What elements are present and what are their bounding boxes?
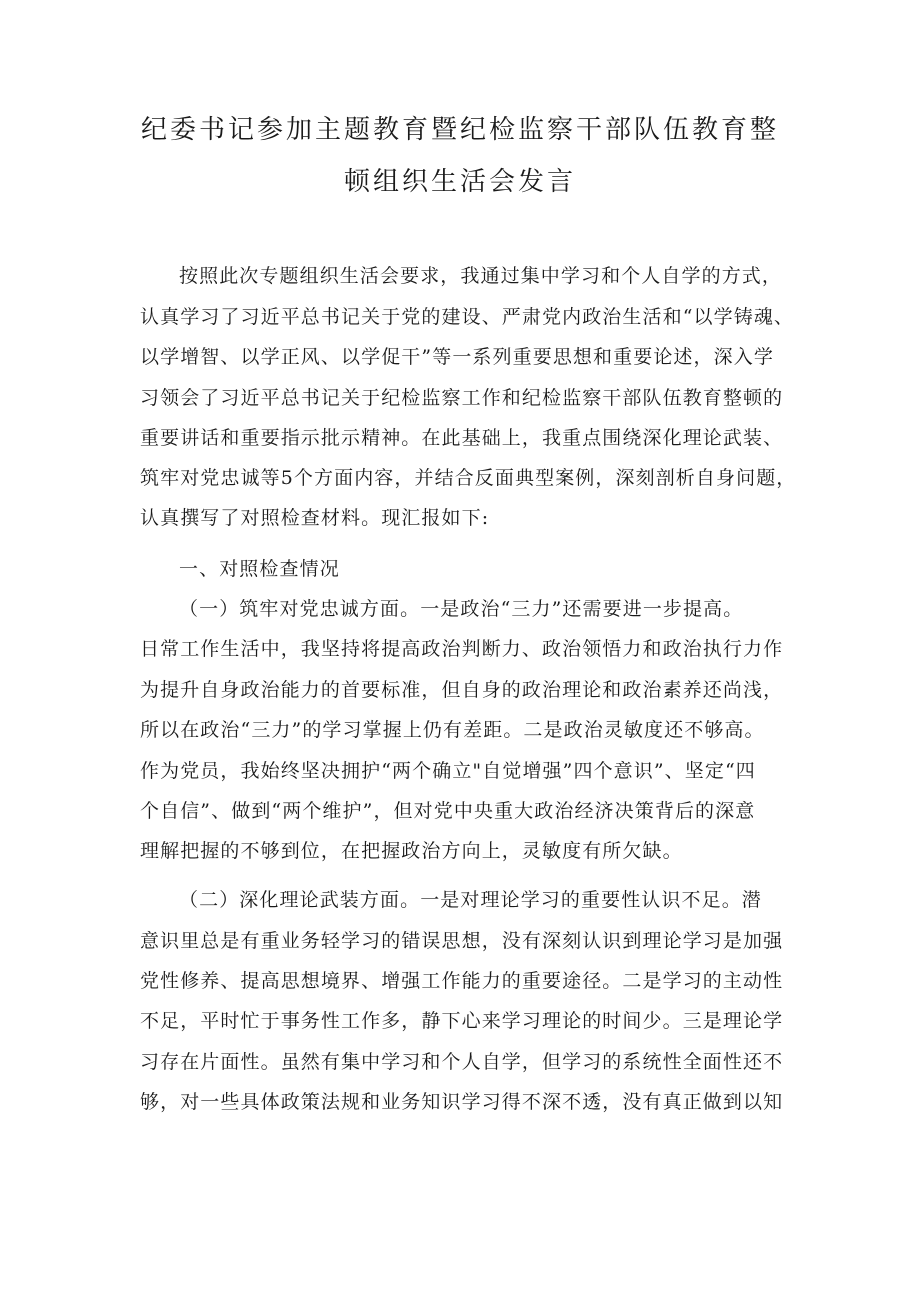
body-line: 作为党员，我始终坚决拥护“两个确立"自觉增强”四个意识”、坚定“四	[140, 760, 756, 782]
body-line: 认真撰写了对照检查材料。现汇报如下:	[140, 507, 490, 529]
body-line: 重要讲话和重要指示批示精神。在此基础上，我重点围绕深化理论武装、	[140, 427, 784, 449]
body-line: （一）筑牢对党忠诚方面。一是政治“三力”还需要进一步提高。	[179, 598, 744, 620]
body-line: 党性修养、提高思想境界、增强工作能力的重要途径。二是学习的主动性	[140, 970, 784, 992]
document-title-line-1: 纪委书记参加主题教育暨纪检监察干部队伍教育整	[140, 115, 779, 145]
body-line: 够，对一些具体政策法规和业务知识学习得不深不透，没有真正做到以知	[140, 1091, 784, 1113]
body-line: 不足，平时忙于事务性工作多，静下心来学习理论的时间少。三是理论学	[140, 1010, 784, 1032]
body-line: 习存在片面性。虽然有集中学习和个人自学，但学习的系统性全面性还不	[140, 1051, 784, 1073]
body-line: 意识里总是有重业务轻学习的错误思想，没有深刻认识到理论学习是加强	[140, 930, 784, 952]
body-line: 习领会了习近平总书记关于纪检监察工作和纪检监察干部队伍教育整顿的	[140, 387, 784, 409]
body-line: 个自信”、做到“两个维护”，但对党中央重大政治经济决策背后的深意	[140, 800, 756, 822]
section-heading: 一、对照检查情况	[179, 558, 340, 580]
body-line: 按照此次专题组织生活会要求，我通过集中学习和个人自学的方式，	[179, 265, 783, 287]
body-line: 理解把握的不够到位，在把握政治方向上，灵敏度有所欠缺。	[140, 840, 683, 862]
body-line: 以学增智、以学正风、以学促干”等一系列重要思想和重要论述，深入学	[140, 346, 774, 368]
body-line: 所以在政治“三力”的学习掌握上仍有差距。二是政治灵敏度还不够高。	[140, 719, 765, 741]
document-title-line-2: 顿组织生活会发言	[343, 167, 576, 197]
body-line: （二）深化理论武装方面。一是对理论学习的重要性认识不足。潜	[179, 889, 762, 911]
body-line: 日常工作生活中，我坚持将提高政治判断力、政治领悟力和政治执行力作	[140, 638, 784, 660]
body-line: 筑牢对党忠诚等5个方面内容，并结合反面典型案例，深刻剖析自身问题，	[140, 467, 797, 489]
body-line: 认真学习了习近平总书记关于党的建设、严肃党内政治生活和“以学铸魂、	[140, 306, 795, 328]
body-line: 为提升自身政治能力的首要标准，但自身的政治理论和政治素养还尚浅，	[140, 679, 784, 701]
